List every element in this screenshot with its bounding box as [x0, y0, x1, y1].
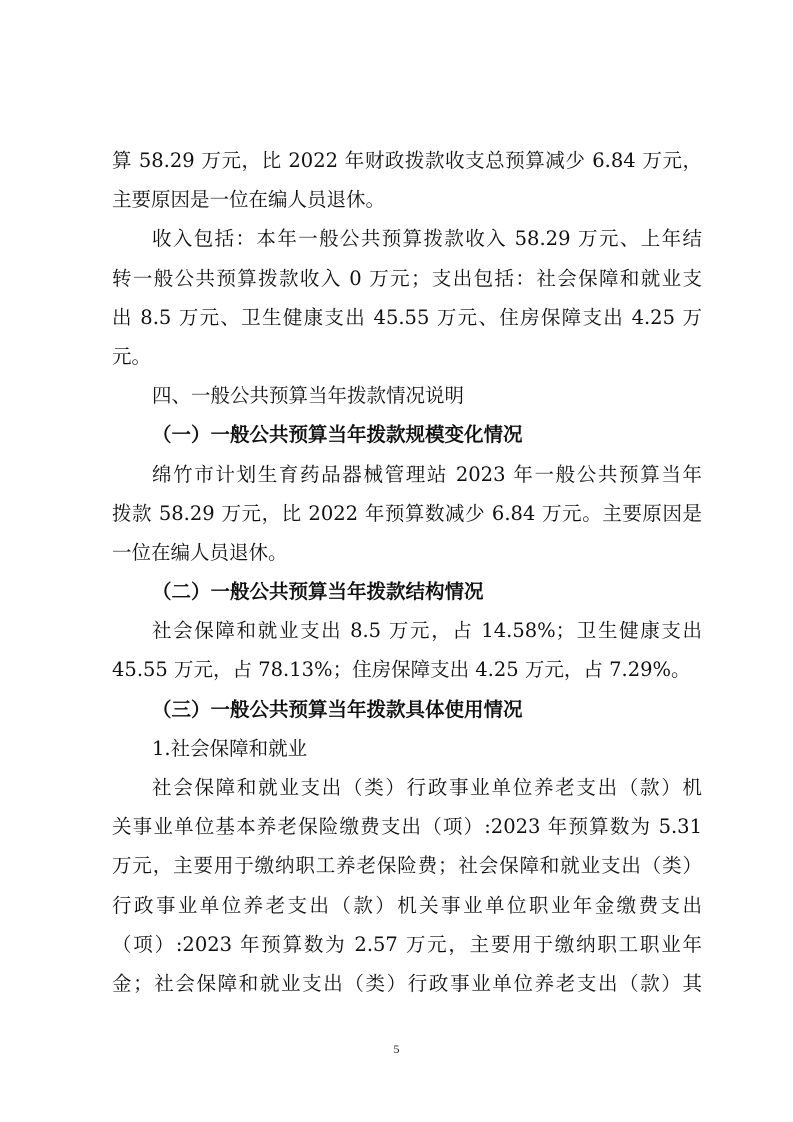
body-line: 拨款 58.29 万元，比 2022 年预算数减少 6.84 万元。主要原因是 — [112, 501, 702, 525]
subsection-heading: （一）一般公共预算当年拨款规模变化情况 — [152, 423, 523, 447]
body-line: 主要原因是一位在编人员退休。 — [112, 188, 386, 212]
body-line: 一位在编人员退休。 — [112, 540, 288, 564]
body-line: 转一般公共预算拨款收入 0 万元；支出包括：社会保障和就业支 — [112, 266, 702, 290]
body-line: 金；社会保障和就业支出（类）行政事业单位养老支出（款）其 — [112, 971, 702, 995]
body-line: 45.55 万元，占 78.13%；住房保障支出 4.25 万元，占 7.29%。 — [112, 658, 691, 682]
paragraph-start-line: 社会保障和就业支出 8.5 万元，占 14.58%；卫生健康支出 — [152, 619, 702, 643]
section-heading: 四、一般公共预算当年拨款情况说明 — [152, 384, 465, 408]
page-number: 5 — [393, 1042, 400, 1056]
document-body — [112, 141, 702, 1003]
body-line: 关事业单位基本养老保险缴费支出（项）:2023 年预算数为 5.31 — [112, 815, 702, 839]
subsection-heading: （三）一般公共预算当年拨款具体使用情况 — [152, 697, 523, 721]
paragraph-start-line: 绵竹市计划生育药品器械管理站 2023 年一般公共预算当年 — [152, 462, 702, 486]
body-line: 行政事业单位养老支出（款）机关事业单位职业年金缴费支出 — [112, 893, 702, 917]
body-line: 出 8.5 万元、卫生健康支出 45.55 万元、住房保障支出 4.25 万 — [112, 305, 702, 329]
paragraph-start-line: 社会保障和就业支出（类）行政事业单位养老支出（款）机 — [152, 776, 702, 799]
body-line: （项）:2023 年预算数为 2.57 万元，主要用于缴纳职工职业年 — [112, 932, 702, 956]
item-heading: 1.社会保障和就业 — [152, 736, 308, 760]
subsection-heading: （二）一般公共预算当年拨款结构情况 — [152, 580, 484, 604]
body-line: 万元，主要用于缴纳职工养老保险费；社会保障和就业支出（类） — [112, 854, 702, 878]
paragraph-start-line: 收入包括：本年一般公共预算拨款收入 58.29 万元、上年结 — [152, 227, 702, 251]
body-line: 元。 — [112, 344, 152, 368]
body-line: 算 58.29 万元，比 2022 年财政拨款收支总预算减少 6.84 万元， — [112, 149, 702, 172]
